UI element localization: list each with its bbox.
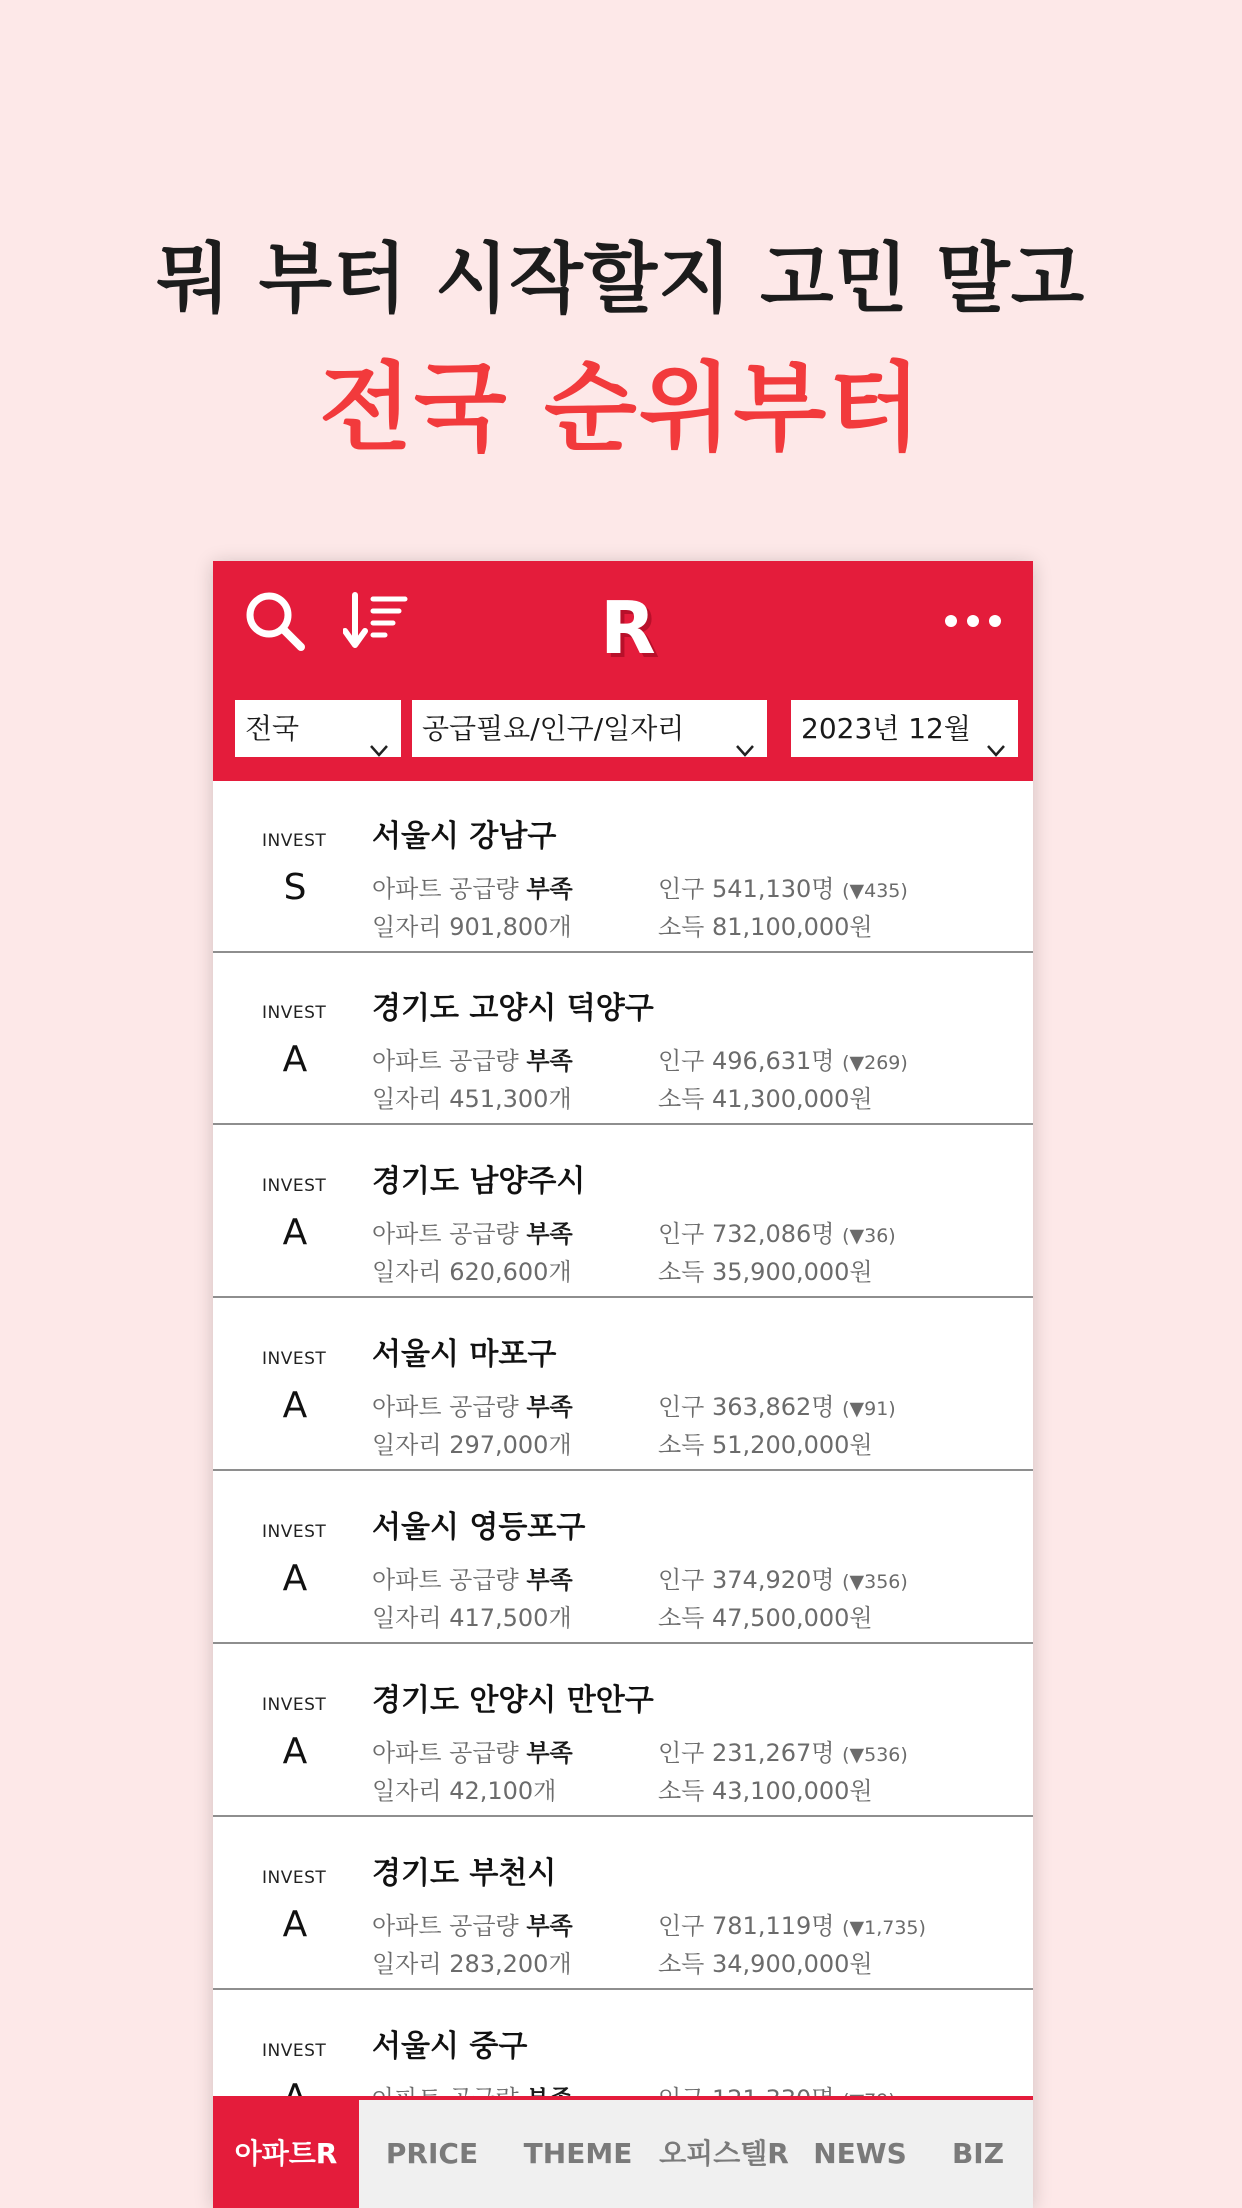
region-name: 경기도 남양주시 bbox=[372, 1164, 586, 1199]
region-select-value: 전국 bbox=[245, 712, 300, 745]
population-info: 인구 496,631명 (▼269) bbox=[658, 1047, 908, 1075]
income-info: 소득 81,100,000원 bbox=[658, 913, 873, 941]
invest-grade: A bbox=[282, 1039, 308, 1080]
criteria-select-value: 공급필요/인구/일자리 bbox=[422, 712, 685, 745]
headline-line-1: 뭐 부터 시작할지 고민 말고 bbox=[156, 234, 1086, 323]
tab-price[interactable]: PRICE bbox=[385, 2137, 479, 2170]
region-name: 경기도 안양시 만안구 bbox=[372, 1683, 654, 1718]
supply-info: 아파트 공급량 부족 bbox=[372, 1566, 573, 1594]
invest-label: INVEST bbox=[262, 1349, 327, 1369]
list-item[interactable] bbox=[213, 1299, 1033, 1471]
jobs-info: 일자리 901,800개 bbox=[372, 913, 572, 941]
income-info: 소득 43,100,000원 bbox=[658, 1777, 873, 1805]
population-info: 인구 374,920명 (▼356) bbox=[658, 1566, 908, 1594]
invest-grade: A bbox=[282, 1212, 308, 1253]
region-select[interactable] bbox=[235, 700, 401, 757]
income-info: 소득 41,300,000원 bbox=[658, 1085, 873, 1113]
invest-label: INVEST bbox=[262, 1522, 327, 1542]
invest-grade: S bbox=[283, 867, 307, 908]
invest-grade: A bbox=[282, 1731, 308, 1772]
invest-grade: A bbox=[282, 1558, 308, 1599]
list-item[interactable] bbox=[213, 953, 1033, 1125]
region-name: 서울시 중구 bbox=[372, 2029, 528, 2064]
jobs-info: 일자리 417,500개 bbox=[372, 1604, 572, 1632]
headline-line-2: 전국 순위부터 bbox=[319, 352, 923, 464]
supply-info: 아파트 공급량 부족 bbox=[372, 1912, 573, 1940]
bottom-tab-bar bbox=[213, 2096, 1033, 2208]
date-select-value: 2023년 12월 bbox=[801, 712, 971, 745]
tab-theme[interactable]: THEME bbox=[523, 2137, 633, 2170]
invest-grade: A bbox=[282, 1385, 308, 1426]
chevron-down-icon bbox=[369, 720, 389, 777]
supply-info: 아파트 공급량 부족 bbox=[372, 1047, 573, 1075]
more-icon[interactable] bbox=[943, 609, 1003, 633]
list-item[interactable] bbox=[213, 1645, 1033, 1817]
invest-label: INVEST bbox=[262, 1695, 327, 1715]
chevron-down-icon bbox=[986, 720, 1006, 777]
criteria-select[interactable] bbox=[412, 700, 767, 757]
supply-info: 아파트 공급량 부족 bbox=[372, 875, 573, 903]
supply-info: 아파트 공급량 부족 bbox=[372, 1393, 573, 1421]
invest-label: INVEST bbox=[262, 1868, 327, 1888]
income-info: 소득 35,900,000원 bbox=[658, 1258, 873, 1286]
jobs-info: 일자리 297,000개 bbox=[372, 1431, 572, 1459]
region-name: 경기도 부천시 bbox=[372, 1856, 557, 1891]
invest-label: INVEST bbox=[262, 2041, 327, 2061]
app-screen bbox=[213, 561, 1033, 2208]
invest-label: INVEST bbox=[262, 831, 327, 851]
jobs-info: 일자리 451,300개 bbox=[372, 1085, 572, 1113]
search-icon[interactable] bbox=[243, 589, 307, 653]
sort-icon[interactable] bbox=[343, 591, 411, 651]
population-info: 인구 781,119명 (▼1,735) bbox=[658, 1912, 926, 1940]
income-info: 소득 34,900,000원 bbox=[658, 1950, 873, 1978]
tab-news[interactable]: NEWS bbox=[813, 2137, 907, 2170]
tab-officetel-r[interactable]: 오피스텔R bbox=[659, 2137, 789, 2170]
jobs-info: 일자리 42,100개 bbox=[372, 1777, 557, 1805]
supply-info: 아파트 공급량 부족 bbox=[372, 1220, 573, 1248]
jobs-info: 일자리 283,200개 bbox=[372, 1950, 572, 1978]
invest-label: INVEST bbox=[262, 1003, 327, 1023]
list-item[interactable] bbox=[213, 1472, 1033, 1644]
tab-biz[interactable]: BIZ bbox=[951, 2137, 1005, 2170]
population-info: 인구 363,862명 (▼91) bbox=[658, 1393, 896, 1421]
region-name: 경기도 고양시 덕양구 bbox=[372, 991, 654, 1026]
app-header bbox=[213, 561, 1033, 781]
region-name: 서울시 마포구 bbox=[372, 1337, 557, 1372]
population-info: 인구 231,267명 (▼536) bbox=[658, 1739, 908, 1767]
population-info: 인구 732,086명 (▼36) bbox=[658, 1220, 896, 1248]
invest-label: INVEST bbox=[262, 1176, 327, 1196]
list-item[interactable] bbox=[213, 781, 1033, 953]
invest-grade: A bbox=[282, 1904, 308, 1945]
income-info: 소득 51,200,000원 bbox=[658, 1431, 873, 1459]
date-select[interactable] bbox=[791, 700, 1018, 757]
region-name: 서울시 강남구 bbox=[372, 819, 557, 854]
region-name: 서울시 영등포구 bbox=[372, 1510, 586, 1545]
population-info: 인구 541,130명 (▼435) bbox=[658, 875, 908, 903]
app-logo: R bbox=[600, 586, 656, 670]
supply-info: 아파트 공급량 부족 bbox=[372, 1739, 573, 1767]
chevron-down-icon bbox=[735, 720, 755, 777]
tab-apartment-r[interactable]: 아파트R bbox=[213, 2100, 359, 2208]
income-info: 소득 47,500,000원 bbox=[658, 1604, 873, 1632]
list-item[interactable] bbox=[213, 1818, 1033, 1990]
list-item[interactable] bbox=[213, 1126, 1033, 1298]
jobs-info: 일자리 620,600개 bbox=[372, 1258, 572, 1286]
